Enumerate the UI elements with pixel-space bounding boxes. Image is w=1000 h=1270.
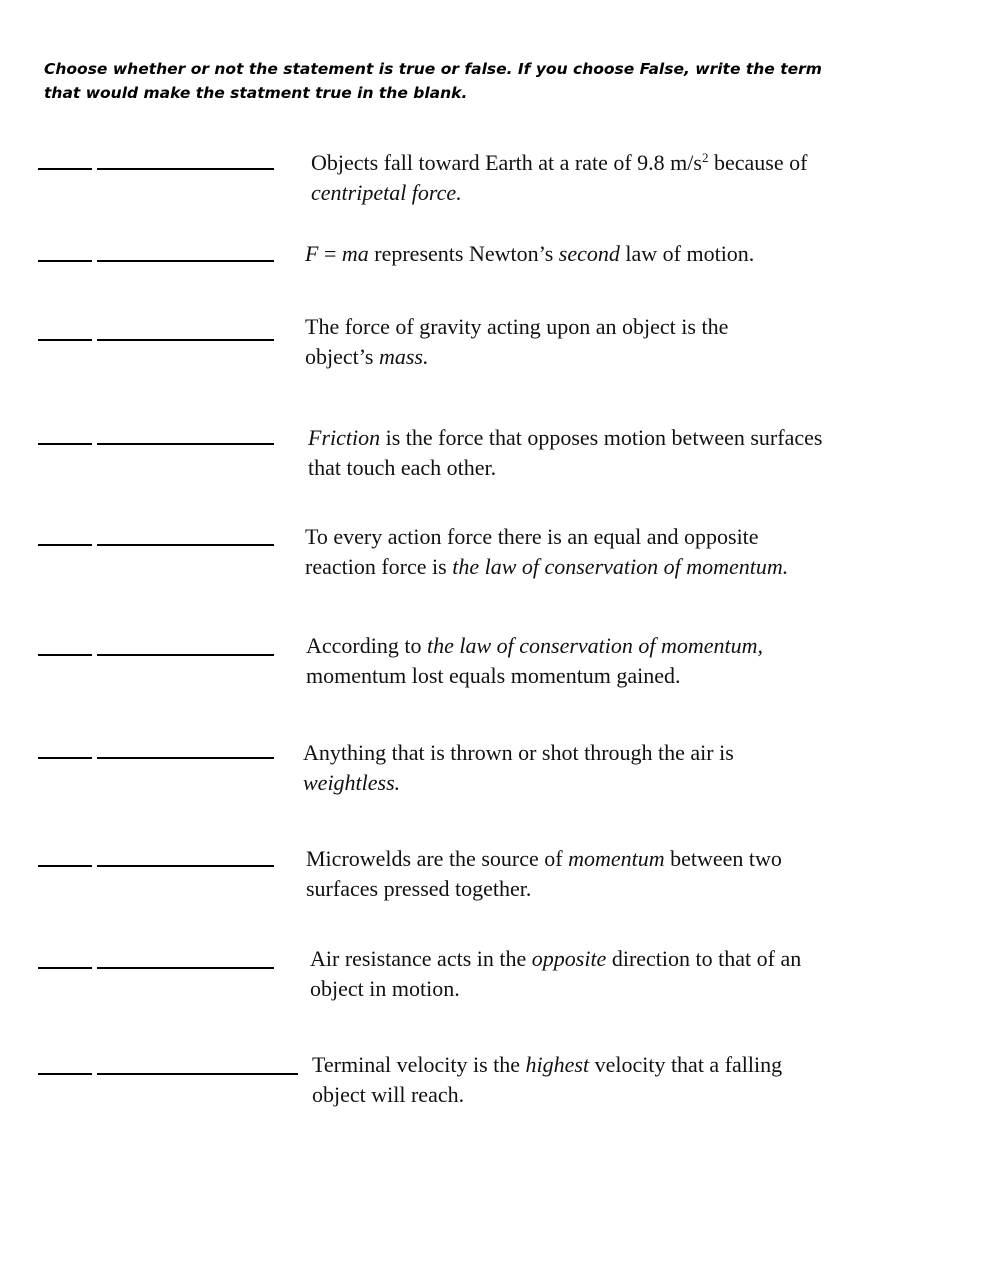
statement-text: object’s [305, 344, 379, 369]
statement-text: velocity that a falling [589, 1052, 783, 1077]
statement-key-term: Friction [308, 425, 381, 450]
statement-key-term: the law of conservation of momentum, [426, 633, 764, 658]
statement-text: is the force that opposes motion between surfaces [380, 425, 823, 450]
instructions-line-2: that would make the statment true in the blank. [44, 84, 468, 102]
statement-text: = [318, 241, 342, 266]
true-false-blank-8[interactable] [38, 865, 92, 867]
true-false-blank-10[interactable] [38, 1073, 92, 1075]
statement-text: object in motion. [310, 976, 460, 1001]
statement-2 [305, 239, 905, 269]
statement-text: because of [708, 150, 808, 175]
statement-text: Air resistance acts in the [310, 946, 532, 971]
statement-text: law of motion. [619, 241, 755, 266]
term-blank-6[interactable] [97, 654, 274, 656]
statement-text: momentum lost equals momentum gained. [306, 663, 681, 688]
true-false-blank-5[interactable] [38, 544, 92, 546]
statement-text: reaction force is [305, 554, 453, 579]
statement-key-term: weightless. [303, 770, 401, 795]
statement-10 [312, 1050, 912, 1110]
statement-9 [310, 944, 910, 1004]
statement-key-term: opposite [531, 946, 607, 971]
term-blank-4[interactable] [97, 443, 274, 445]
statement-text: direction to that of an [606, 946, 802, 971]
term-blank-2[interactable] [97, 260, 274, 262]
statement-key-term: the law of conservation of momentum. [452, 554, 789, 579]
term-blank-5[interactable] [97, 544, 274, 546]
true-false-blank-3[interactable] [38, 339, 92, 341]
statement-text: represents Newton’s [368, 241, 559, 266]
statement-3 [305, 312, 905, 372]
statement-key-term: second [558, 241, 620, 266]
statement-text: object will reach. [312, 1082, 465, 1107]
term-blank-7[interactable] [97, 757, 274, 759]
true-false-blank-7[interactable] [38, 757, 92, 759]
term-blank-8[interactable] [97, 865, 274, 867]
statement-key-term: momentum [568, 846, 665, 871]
statement-5 [305, 522, 905, 582]
formula-variable: F [305, 241, 319, 266]
statement-1 [311, 148, 911, 208]
statement-text: To every action force there is an equal and opposite [305, 524, 759, 549]
statement-4 [308, 423, 908, 483]
statement-key-term: mass. [378, 344, 429, 369]
true-false-blank-1[interactable] [38, 168, 92, 170]
statement-text: Microwelds are the source of [306, 846, 569, 871]
term-blank-1[interactable] [97, 168, 274, 170]
statement-7 [303, 738, 903, 798]
statement-text: The force of gravity acting upon an object is the [305, 314, 729, 339]
statement-key-term: highest [525, 1052, 590, 1077]
statement-text: Objects fall toward Earth at a rate of 9.8 m/s [311, 150, 702, 175]
superscript: 2 [701, 150, 709, 165]
true-false-blank-9[interactable] [38, 967, 92, 969]
statement-8 [306, 844, 906, 904]
statement-text: surfaces pressed together. [306, 876, 532, 901]
statement-key-term: centripetal force. [311, 180, 462, 205]
term-blank-3[interactable] [97, 339, 274, 341]
true-false-blank-4[interactable] [38, 443, 92, 445]
statement-text: According to [306, 633, 427, 658]
term-blank-9[interactable] [97, 967, 274, 969]
true-false-blank-2[interactable] [38, 260, 92, 262]
true-false-blank-6[interactable] [38, 654, 92, 656]
formula-variable: ma [341, 241, 369, 266]
instructions-line-1: Choose whether or not the statement is true or false. If you choose False, write the term [44, 60, 822, 78]
statement-text: that touch each other. [308, 455, 497, 480]
statement-text: Terminal velocity is the [312, 1052, 526, 1077]
term-blank-10[interactable] [97, 1073, 298, 1075]
instructions [44, 57, 844, 105]
statement-text: Anything that is thrown or shot through the air is [303, 740, 734, 765]
statement-text: between two [664, 846, 782, 871]
statement-6 [306, 631, 906, 691]
